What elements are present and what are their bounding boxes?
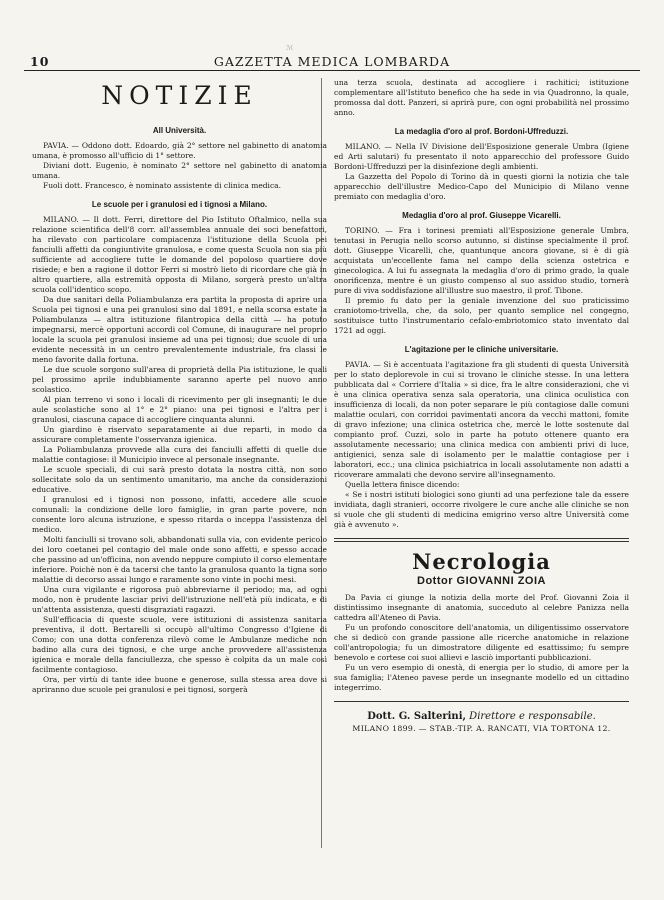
paragraph: Le due scuole sorgono sull'area di proprietà della Pia istituzione, le quali pel prossimo aprile indubbiamente saranno aperte pel nuovo anno scolastico. [32,365,327,394]
necrologia-title: Necrologia [412,549,551,574]
right-column [334,78,629,734]
paragraph: PAVIA. — Oddono dott. Edoardo, già 2° settore nel gabinetto di anatomia umana, è promosso all'ufficio di 1° settore. [32,141,327,160]
paragraph: Il premio fu dato per la geniale invenzione del suo praticissimo craniotomo-trivella, che, da solo, per quanto semplice nel congegno, sostituisce tutto l'instrumentario cefalo-embriotomico stato inventato dal 1721 ad oggi. [334,296,629,335]
paragraph: La Poliambulanza provvede alla cura dei fanciulli affetti di quelle due malattie contagiose: il Municipio invece al personale insegnante. [32,445,327,464]
paragraph: Un giardino è riservato separatamente ai due reparti, in modo da assicurare completamente l'osservanza igienica. [32,425,327,444]
section-heading: All Università. [152,126,207,135]
running-header [24,52,640,71]
paragraph: PAVIA. — Si è accentuata l'agitazione fra gli studenti di questa Università per lo stato deplorevole in cui si trovano le cliniche stesse. In una lettera pubblicata dal « Corriere d'Italia » si dice, fra le altre considerazioni, che vi è una clinica operativa senza sala operatoria, una clinica oculistica con insufficienza di locali, da non poter separare le più contagiose dalle comuni malattie oculari, con corridoi pavimentati ancora da vecchi mattoni, fomite di gravo infezione; una clinica ostetrica che, mercè le lotte sostenute dal compianto prof. Cuzzi, solo in parte ha potuto ottenere quanto era assolutamente necessario; una clinica medica con ambienti privi di luce, antigienici, senza sale di isolamento per le malattie contagiose per i laboratori, ecc.; una clinica psichiatrica in locali assolutamente non adatti a ricoverare ammalati che devono servire all'insegnamento. [334,360,629,479]
paragraph: una terza scuola, destinata ad accogliere i rachitici; istituzione complementare all'Istituto benefico che ha sede in via Quadronno, la quale, promossa dal dott. Panzeri, si aprirà pure, con ogni probabilità nel prossimo anno. [334,78,629,117]
paragraph: Fu un profondo conoscitore dell'anatomia, un diligentissimo osservatore che si dedicò con grande passione alle ricerche anatomiche in relazione coll'antropologia; fu un dimostratore diligente ed esattissimo; fu sempre benevolo e cortese coi suoi allievi e lasciò importanti pubblicazioni. [334,623,629,662]
section-heading: Le scuole per i granulosi ed i tignosi a Milano. [91,200,268,209]
paragraph: Al pian terreno vi sono i locali di ricevimento per gli insegnanti; le due aule scolastiche sono al 1° e 2° piano: una pei tignosi e l'altra per i granulosi, ciascuna capace di accogliere cinquanta alunni. [32,395,327,424]
paragraph: MILANO. — Nella IV Divisione dell'Esposizione generale Umbra (Igiene ed Arti salutari) fu presentato il noto apparecchio del professore Guido Bordoni-Uffreduzzi per la disinfezione degli ambienti. [334,142,629,171]
paragraph: Da Pavia ci giunge la notizia della morte del Prof. Giovanni Zoia il distintissimo insegnante di anatomia, succeduto al celebre Panizza nella cattedra all'Ateneo di Pavia. [334,593,629,622]
rule [334,701,629,702]
paragraph: Ora, per virtù di tante idee buone e generose, sulla stessa area dove si apriranno due scuole pei granulosi e pei tignosi, sorgerà [32,675,327,694]
section-heading: Medaglia d'oro al prof. Giuseppe Vicarelli. [402,211,561,220]
paragraph: Molti fanciulli si trovano soli, abbandonati sulla via, con evidente pericolo dei loro coetanei pel contagio del male onde sono affetti, e spesso accade che passino ad un'officina, non avendo neppure compiuto il corso elementare inferiore. Poichè non è da tacersi che tanto la granulosa quanto la tigna sono malattie di decorso assai lungo e raramente sono vinte in pochi mesi. [32,535,327,584]
journal-title: GAZZETTA MEDICA LOMBARDA [213,54,451,69]
paragraph: Una cura vigilante e rigorosa può abbreviarne il periodo; ma, ad ogni modo, non è prudente lasciar privi dell'istruzione nell'età più indicata, e di un'attenta assistenza, questi disgraziati ragazzi. [32,585,327,614]
signature [334,712,629,722]
paragraph: Sull'efficacia di queste scuole, vere istituzioni di assistenza sanitaria preventiva, il dott. Bertarelli si occupò all'ultimo Congresso d'Igiene di Como; con una dotta conferenza rilevò come le Ambulanze mediche non badino alla cura dei tignosi, e che urge anche provvedere all'assistenza igienica e morale della fanciullezza, che spesso è colpita da un male così facilmente contagioso. [32,615,327,674]
section-heading: La medaglia d'oro al prof. Bordoni-Uffreduzzi. [394,127,569,136]
section-heading: L'agitazione per le cliniche universitarie. [404,345,559,354]
left-column [32,78,327,695]
paragraph: MILANO. — Il dott. Ferri, direttore del Pio Istituto Oftalmico, nella sua relazione scientifica dell'8 corr. all'assemblea annuale dei soci benefattori, ha rilevato con particolare compiacenza l'istituzione della Scuola pei fanciulli affetti da congiuntivite granulosa, e come questa Scuola non sia più sufficiente ad accogliere tutte le domande del popoloso quartiere dove risiede; e ben a ragione il dottor Ferri si mostrò lieto di ricordare che già in altro quartiere, alla estremità opposta di Milano, sorgerà presto un'altra scuola coll'identico scopo. [32,215,327,294]
signature-name: Dott. G. Salterini, [367,711,466,722]
paragraph: TORINO. — Fra i torinesi premiati all'Esposizione generale Umbra, tenutasi in Perugia nello scorso autunno, si distinse specialmente il prof. dott. Giuseppe Vicarelli, che, quantunque ancora giovane, si è di già acquistata un'eccellente fama nel campo della scienza ostetrica e ginecologica. A lui fu assegnata la medaglia d'oro di primo grado, la quale onorificenza, mentre è un giusto compenso al suo assiduo studio, tornerà pure di viva soddisfazione all'illustre suo maestro, il prof. Tibone. [334,226,629,295]
paragraph: Le scuole speciali, di cui sarà presto dotata la nostra città, non sono sollecitate solo da un sentimento umanitario, ma anche da considerazioni educative. [32,465,327,494]
paragraph: Da due sanitari della Poliambulanza era partita la proposta di aprire una Scuola pei tignosi e una pei granulosi sino dal 1891, e nella scorsa estate la Poliambulanza — altra istituzione filantropica della città — ha potuto impegnarsi, mercè opportuni accordi col Comune, di inaugurare nel proprio locale la scuola pei granulosi insieme ad una pei tignosi; due scuole di una evidente necessità in un centro prevalentemente industriale, fra classi le meno favorite dalla fortuna. [32,295,327,364]
paragraph: Diviani dott. Eugenio, è nominato 2° settore nel gabinetto di anatomia umana. [32,161,327,180]
double-rule [334,538,629,542]
paragraph: Fu un vero esempio di onestà, di energia per lo studio, di amore per la sua famiglia; l'Ateneo pavese perde un insegnante modello ed un cittadino integerrimo. [334,663,629,692]
paragraph: Quella lettera finisce dicendo: [345,480,460,489]
notizie-title: NOTIZIE [101,81,258,110]
signature-role: Direttore e responsabile. [469,711,596,722]
scan-mark: ℳ [286,44,294,52]
paragraph: La Gazzetta del Popolo di Torino dà in questi giorni la notizia che tale apparecchio dell'illustre Medico-Capo del Municipio di Milano venne premiato con medaglia d'oro. [334,172,629,201]
paragraph: Fuoli dott. Francesco, è nominato assistente di clinica medica. [43,181,282,190]
obituary-name: Dottor GIOVANNI ZOIA [417,575,546,587]
page-number: 10 [30,54,50,69]
paragraph: « Se i nostri istituti biologici sono giunti ad una perfezione tale da essere invidiata, dagli stranieri, occorre rivolgere le cure anche alle cliniche se non si vuole che gli studenti di medicina emigrino verso altre Università come già è avvenuto ». [334,490,629,529]
imprint: MILANO 1899. — STAB.-TIP. A. RANCATI, VIA TORTONA 12. [352,724,611,733]
paragraph: I granulosi ed i tignosi non possono, infatti, accedere alle scuole comunali: la condizione delle loro famiglie, in gran parte povere, non consente loro alcuna istruzione, e spesso ritarda o inceppa l'assistenza del medico. [32,495,327,534]
